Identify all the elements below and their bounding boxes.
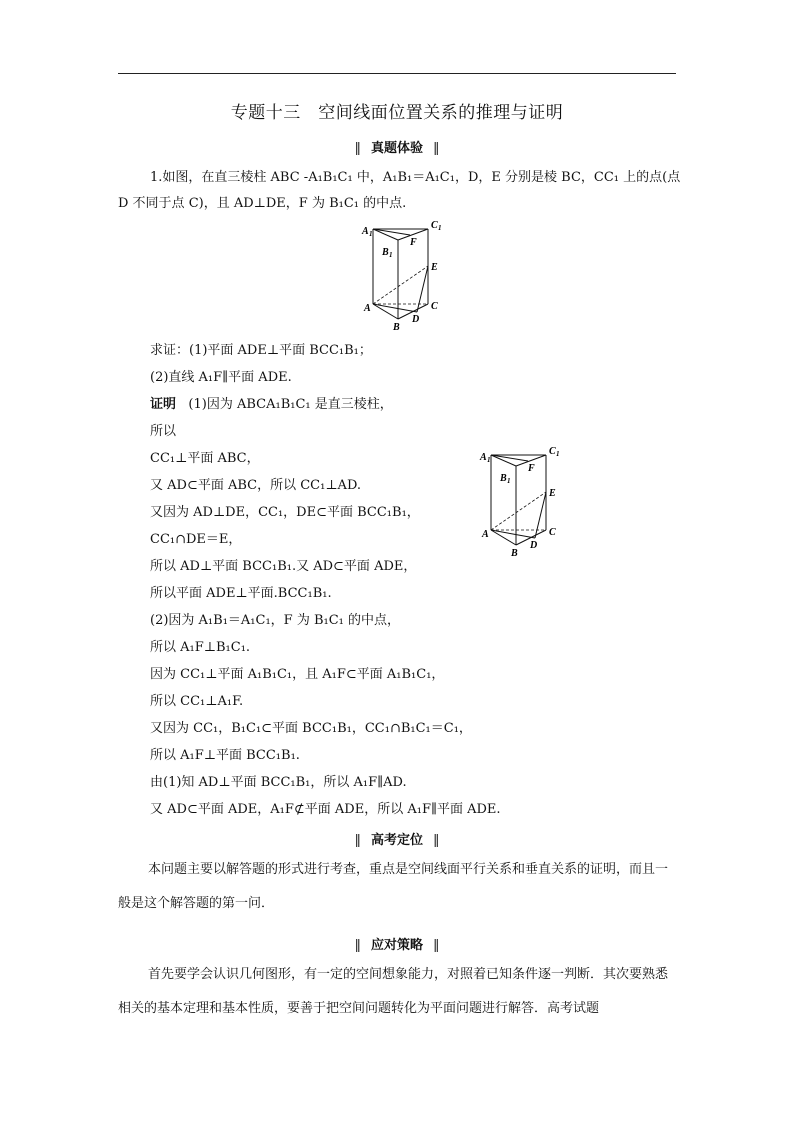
section-title: 应对策略 — [370, 938, 423, 953]
proof-line-0-text: (1)因为 ABCA₁B₁C₁ 是直三棱柱， — [188, 397, 393, 412]
question-2: (2)直线 A₁F∥平面 ADE. — [150, 370, 292, 385]
label-B: B — [511, 548, 518, 559]
label-B1-sub: 1 — [507, 477, 511, 485]
label-F: F — [528, 463, 535, 474]
proof-line-6: 所以 AD⊥平面 BCC₁B₁.又 AD⊂平面 ADE， — [150, 559, 417, 574]
label-F: F — [410, 237, 417, 248]
label-E: E — [431, 262, 438, 273]
label-A1: A — [480, 452, 487, 463]
section-bar-left: ‖ — [354, 938, 361, 953]
proof-line-15: 又 AD⊂平面 ADE，A₁F⊄平面 ADE，所以 A₁F∥平面 ADE. — [150, 802, 501, 817]
question-1: 求证：(1)平面 ADE⊥平面 BCC₁B₁； — [150, 343, 372, 358]
label-C: C — [549, 527, 556, 538]
proof-line-0 — [150, 393, 393, 412]
section-bar-right: ‖ — [433, 833, 440, 848]
problem-line-1: 1.如图，在直三棱柱 ABC -A₁B₁C₁ 中，A₁B₁＝A₁C₁，D，E 分别是棱 BC，CC₁ 上的点(点 — [150, 170, 681, 185]
proof-line-11: 所以 CC₁⊥A₁F. — [150, 694, 244, 709]
label-A: A — [482, 529, 489, 540]
proof-line-9: 所以 A₁F⊥B₁C₁. — [150, 640, 251, 655]
proof-line-12: 又因为 CC₁，B₁C₁⊂平面 BCC₁B₁，CC₁∩B₁C₁＝C₁， — [150, 721, 472, 736]
proof-line-14: 由(1)知 AD⊥平面 BCC₁B₁，所以 A₁F∥AD. — [150, 775, 407, 790]
proof-label: 证明 — [150, 397, 177, 412]
label-D: D — [412, 314, 420, 325]
label-B1: B — [500, 473, 507, 484]
label-B1-sub: 1 — [389, 251, 393, 259]
label-C1: C — [549, 446, 556, 457]
proof-line-4: 又因为 AD⊥DE，CC₁，DE⊂平面 BCC₁B₁， — [150, 505, 420, 520]
label-D: D — [530, 540, 538, 551]
label-C1-sub: 1 — [438, 224, 442, 232]
label-A1-sub: 1 — [369, 230, 373, 238]
label-E: E — [549, 488, 556, 499]
top-rule — [118, 73, 676, 74]
section-title: 高考定位 — [370, 833, 423, 848]
label-C: C — [431, 301, 438, 312]
section-bar-right: ‖ — [433, 938, 440, 953]
proof-line-10: 因为 CC₁⊥平面 A₁B₁C₁，且 A₁F⊂平面 A₁B₁C₁， — [150, 667, 445, 682]
proof-line-2: CC₁⊥平面 ABC， — [150, 451, 260, 466]
section-bar-right: ‖ — [433, 141, 440, 156]
proof-line-7: 所以平面 ADE⊥平面.BCC₁B₁. — [150, 586, 332, 601]
label-A: A — [364, 303, 371, 314]
prism-figure-2 — [478, 444, 578, 562]
label-C1-sub: 1 — [556, 450, 560, 458]
label-B1: B — [382, 247, 389, 258]
label-C1: C — [431, 220, 438, 231]
positioning-paragraph: 本问题主要以解答题的形式进行考查，重点是空间线面平行关系和垂直关系的证明，而且一般是这个解答题的第一问． — [118, 862, 669, 911]
section-header-real-exam — [0, 137, 794, 156]
section-bar-left: ‖ — [354, 833, 361, 848]
prism-figure-1 — [360, 218, 460, 336]
section-bar-left: ‖ — [354, 141, 361, 156]
page-title: 专题十三 空间线面位置关系的推理与证明 — [230, 103, 564, 123]
label-A1: A — [362, 226, 369, 237]
label-B: B — [393, 322, 400, 333]
section-header-strategy — [0, 934, 794, 953]
label-A1-sub: 1 — [487, 456, 491, 464]
problem-line-2: D 不同于点 C)，且 AD⊥DE，F 为 B₁C₁ 的中点. — [118, 196, 407, 211]
section-header-positioning — [0, 829, 794, 848]
proof-line-8: (2)因为 A₁B₁＝A₁C₁，F 为 B₁C₁ 的中点， — [150, 613, 401, 628]
proof-line-13: 所以 A₁F⊥平面 BCC₁B₁. — [150, 748, 300, 763]
section-title: 真题体验 — [370, 141, 423, 156]
proof-line-5: CC₁∩DE＝E， — [150, 532, 242, 547]
strategy-paragraph: 首先要学会认识几何图形，有一定的空间想象能力，对照着已知条件逐一判断．其次要熟悉相关的基本定理和基本性质，要善于把空间问题转化为平面问题进行解答．高考试题 — [118, 967, 669, 1016]
proof-line-1: 所以 — [150, 424, 177, 439]
proof-line-3: 又 AD⊂平面 ABC，所以 CC₁⊥AD. — [150, 478, 362, 493]
